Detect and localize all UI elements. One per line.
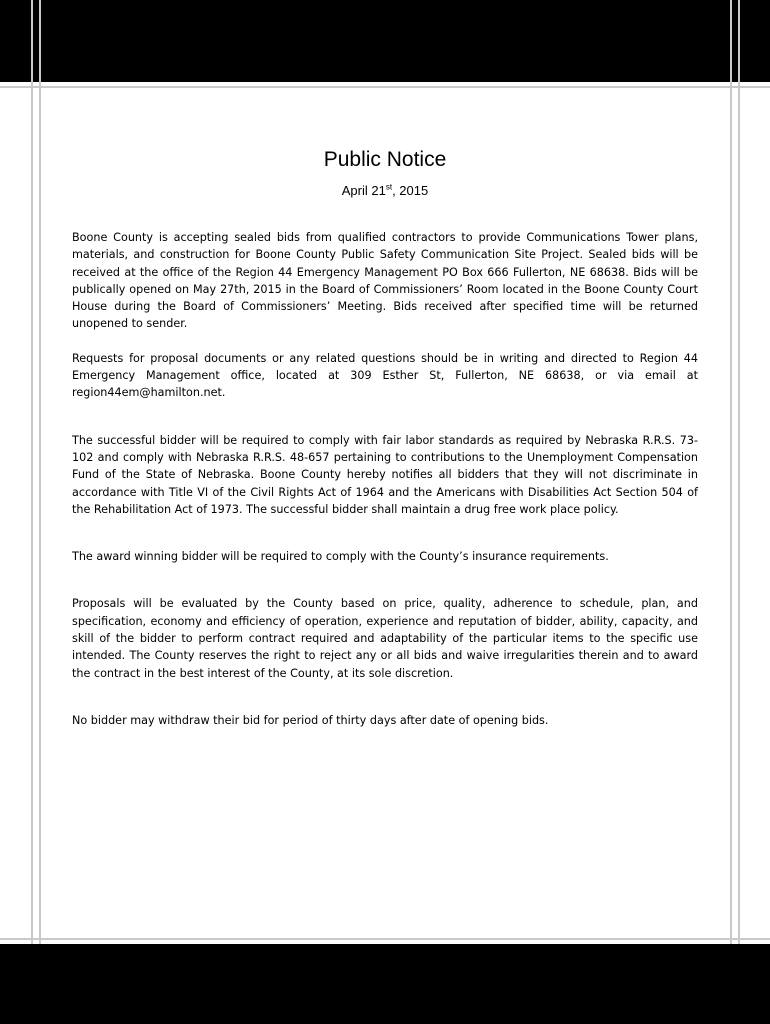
page-title: Public Notice (323, 148, 447, 171)
paragraph-bid-invitation: Boone County is accepting sealed bids from qualified contractors to provide Communications Tower plans, materials, and construction for Boone County Public Safety Communication Site Project. Sealed bids will be received at the office of the Region 44 Emergency Management PO Box 666 Fullerton, NE 68638. Bids will be publically opened on May 27th, 2015 in the Board of Commissioners’ Room located in the Boone County Court House during the Board of Commissioners’ Meeting. Bids received after specified time will be returned unopened to sender. (72, 231, 698, 331)
notice-body (72, 229, 698, 729)
header-bar (0, 0, 770, 82)
date-year: , 2015 (392, 183, 429, 198)
paragraph-labor-standards: The successful bidder will be required to comply with fair labor standards as required by Nebraska R.R.S. 73-102 and comply with Nebraska R.R.S. 48-657 pertaining to contributions to the Unemployment Compensation Fund of the State of Nebraska. Boone County hereby notifies all bidders that they will not discriminate in accordance with Title VI of the Civil Rights Act of 1964 and the Americans with Disabilities Act Section 504 of the Rehabilitation Act of 1973. The successful bidder shall maintain a drug free work place policy. (72, 433, 698, 516)
paragraph-withdrawal: No bidder may withdraw their bid for period of thirty days after date of opening bids. (72, 713, 549, 727)
date-ordinal: st (385, 182, 393, 192)
paragraph-evaluation: Proposals will be evaluated by the County based on price, quality, adherence to schedule, plan, and specification, economy and efficiency of operation, experience and reputation of bidder, ability, capacity, and skill of the bidder to perform contract required and adaptability of the particular items to the specific use intended. The County reserves the right to reject any or all bids and waive irregularities therein and to award the contract in the best interest of the County, at its sole discretion. (72, 597, 698, 680)
paragraph-insurance: The award winning bidder will be required to comply with the County’s insurance requirements. (72, 550, 609, 564)
footer-bar (0, 944, 770, 1024)
date-main: April 21 (341, 183, 386, 198)
notice-date (0, 183, 770, 198)
paragraph-requests: Requests for proposal documents or any related questions should be in writing and directed to Region 44 Emergency Management office, located at 309 Esther St, Fullerton, NE 68638, or via email at region44em@hamilton.net. (72, 351, 698, 400)
footer-rule (0, 938, 770, 940)
